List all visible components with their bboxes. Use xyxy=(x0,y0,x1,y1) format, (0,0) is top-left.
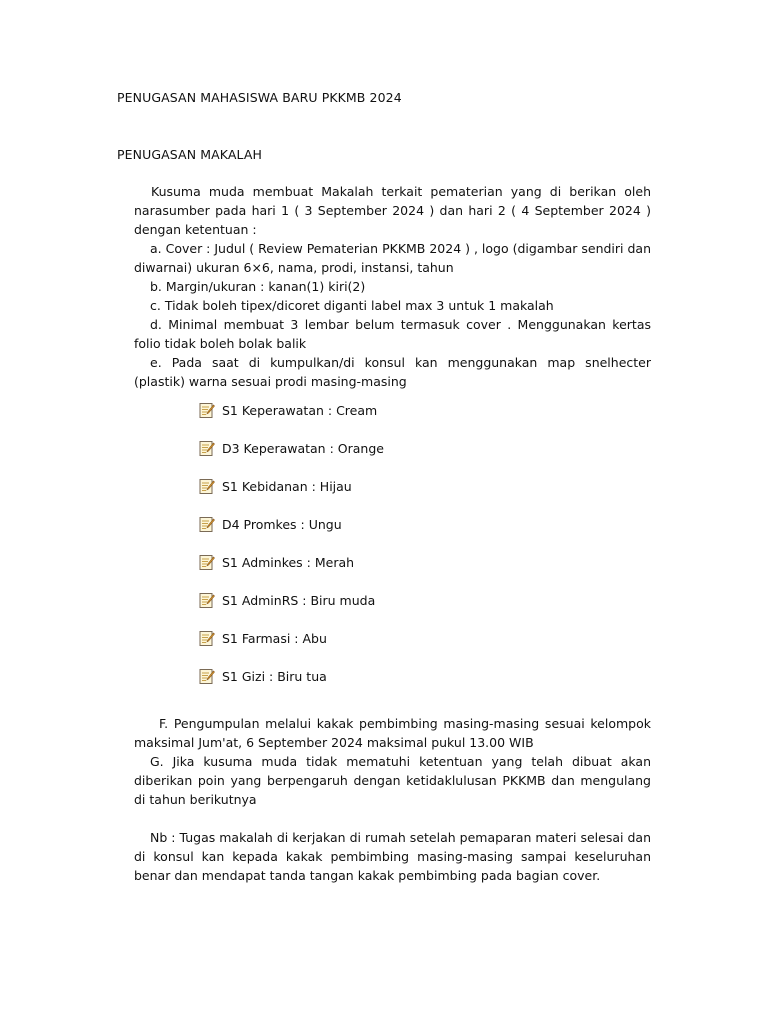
memo-icon xyxy=(199,668,215,685)
memo-icon xyxy=(199,402,215,419)
memo-icon xyxy=(199,516,215,533)
document-subtitle: PENUGASAN MAKALAH xyxy=(117,147,262,162)
prodi-color-label: S1 Farmasi : Abu xyxy=(222,630,327,646)
memo-icon xyxy=(199,478,215,495)
list-item xyxy=(199,514,342,534)
prodi-color-label: D3 Keperawatan : Orange xyxy=(222,440,384,456)
rule-d: d. Minimal membuat 3 lembar belum termasuk cover . Menggunakan kertas folio tidak boleh bolak balik xyxy=(134,317,651,351)
memo-icon xyxy=(199,554,215,571)
list-item xyxy=(199,666,327,686)
list-item xyxy=(199,476,352,496)
rule-e: e. Pada saat di kumpulkan/di konsul kan menggunakan map snelhecter (plastik) warna sesuai prodi masing-masing xyxy=(134,355,651,389)
intro-paragraph: Kusuma muda membuat Makalah terkait pematerian yang di berikan oleh narasumber pada hari 1 ( 3 September 2024 ) dan hari 2 ( 4 September 2024 ) dengan ketentuan : xyxy=(134,184,651,237)
prodi-color-label: S1 AdminRS : Biru muda xyxy=(222,592,376,608)
rule-c: c. Tidak boleh tipex/dicoret diganti label max 3 untuk 1 makalah xyxy=(150,298,554,313)
prodi-color-label: S1 Gizi : Biru tua xyxy=(222,668,327,684)
rule-b: b. Margin/ukuran : kanan(1) kiri(2) xyxy=(150,279,366,294)
prodi-color-label: S1 Adminkes : Merah xyxy=(222,554,355,570)
rule-f: F. Pengumpulan melalui kakak pembimbing masing-masing sesuai kelompok maksimal Jum'at, 6 September 2024 maksimal pukul 13.00 WIB xyxy=(134,716,651,750)
rule-a: a. Cover : Judul ( Review Pematerian PKKMB 2024 ) , logo (digambar sendiri dan diwarnai) ukuran 6×6, nama, prodi, instansi, tahun xyxy=(134,241,652,275)
list-item xyxy=(199,438,384,458)
list-item xyxy=(199,400,377,420)
memo-icon xyxy=(199,630,215,647)
list-item xyxy=(199,552,354,572)
memo-icon xyxy=(199,592,215,609)
list-item xyxy=(199,590,375,610)
prodi-color-label: S1 Kebidanan : Hijau xyxy=(222,478,352,494)
note-paragraph: Nb : Tugas makalah di kerjakan di rumah setelah pemaparan materi selesai dan di konsul kan kepada kakak pembimbing masing-masing sampai keseluruhan benar dan mendapat tanda tangan kakak pembimbing pada bagian cover. xyxy=(134,830,651,883)
prodi-color-label: S1 Keperawatan : Cream xyxy=(222,402,378,418)
memo-icon xyxy=(199,440,215,457)
document-title: PENUGASAN MAHASISWA BARU PKKMB 2024 xyxy=(117,90,402,105)
list-item xyxy=(199,628,327,648)
rule-g: G. Jika kusuma muda tidak mematuhi ketentuan yang telah dibuat akan diberikan poin yang berpengaruh dengan ketidaklulusan PKKMB dan mengulang di tahun berikutnya xyxy=(134,754,651,807)
prodi-color-label: D4 Promkes : Ungu xyxy=(222,516,342,532)
